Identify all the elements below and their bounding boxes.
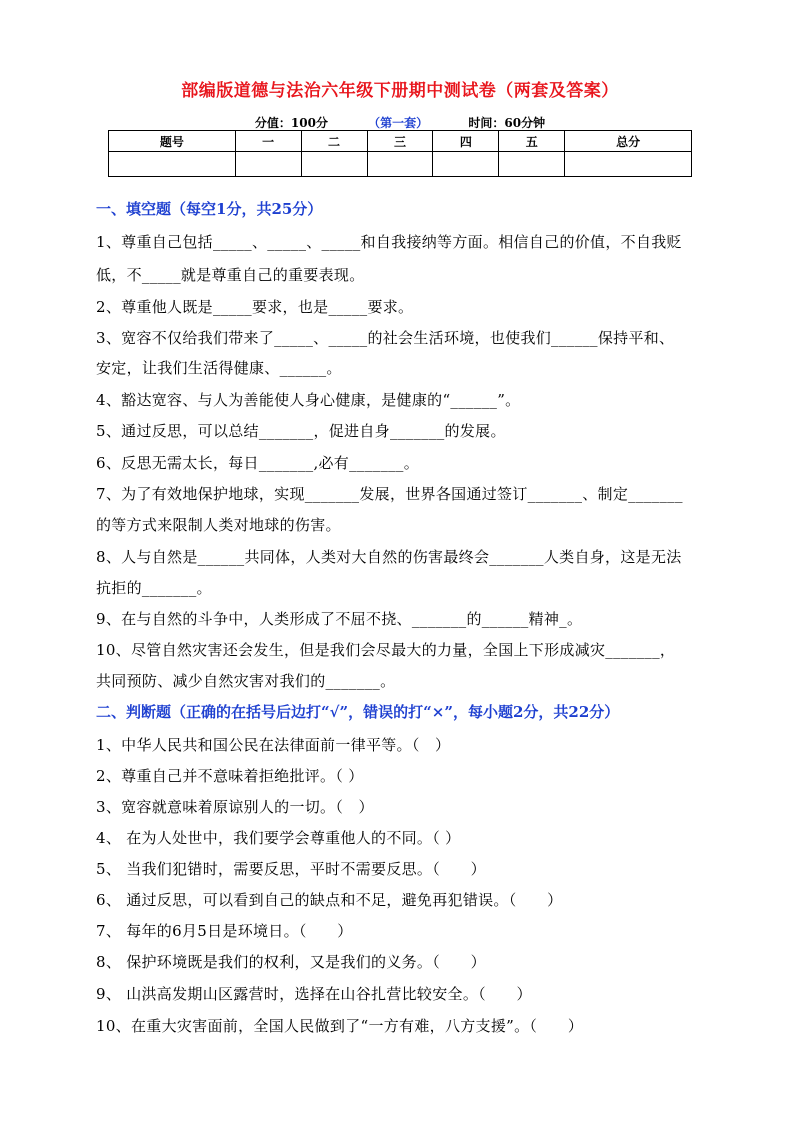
score-total: 分值：100分 <box>254 116 328 130</box>
question-line: 抗拒的_______。 <box>96 579 212 597</box>
question-line: 3、宽容就意味着原谅别人的一切。（ ） <box>96 798 374 816</box>
page-title: 部编版道德与法治六年级下册期中测试卷（两套及答案） <box>181 81 619 101</box>
question-line: 10、在重大灾害面前，全国人民做到了“一方有难，八方支援”。（ ） <box>96 1017 584 1035</box>
question-line: 共同预防、减少自然灾害对我们的_______。 <box>96 672 396 690</box>
score-cell[interactable] <box>301 152 367 177</box>
question-line: 4、 在为人处世中，我们要学会尊重他人的不同。（ ） <box>96 829 461 847</box>
question-line: 5、 当我们犯错时，需要反思，平时不需要反思。（ ） <box>96 860 486 878</box>
question-line: 1、尊重自己包括_____、_____、_____和自我接纳等方面。相信自己的价值，不自我贬 <box>96 233 682 251</box>
question-line: 2、尊重他人既是_____要求，也是_____要求。 <box>96 298 414 316</box>
question-line: 5、通过反思，可以总结_______，促进自身_______的发展。 <box>96 422 506 440</box>
set-label: （第一套） <box>368 116 429 130</box>
question-line: 7、为了有效地保护地球，实现_______发展，世界各国通过签订_______、制定_______ <box>96 485 683 503</box>
score-cell[interactable] <box>235 152 301 177</box>
exam-meta <box>0 114 800 131</box>
question-line: 6、反思无需太长，每日_______,必有_______。 <box>96 454 420 472</box>
question-line: 3、宽容不仅给我们带来了_____、_____的社会生活环境，也使我们______保持平和、 <box>96 329 675 347</box>
header-cell: 总分 <box>565 131 692 152</box>
header-cell: 五 <box>499 131 565 152</box>
score-cell[interactable] <box>367 152 433 177</box>
question-line: 的等方式来限制人类对地球的伤害。 <box>96 516 341 534</box>
header-cell: 二 <box>301 131 367 152</box>
score-table <box>108 130 692 177</box>
question-line: 8、人与自然是______共同体，人类对大自然的伤害最终会_______人类自身，这是无法 <box>96 548 682 566</box>
question-line: 6、 通过反思，可以看到自己的缺点和不足，避免再犯错误。（ ） <box>96 891 563 909</box>
header-cell: 一 <box>235 131 301 152</box>
header-cell: 四 <box>433 131 499 152</box>
question-line: 安定，让我们生活得健康、______。 <box>96 359 342 377</box>
header-cell: 三 <box>367 131 433 152</box>
question-line: 1、中华人民共和国公民在法律面前一律平等。（ ） <box>96 736 451 754</box>
question-line: 7、 每年的6月5日是环境日。（ ） <box>96 922 353 940</box>
section-heading-true-false: 二、判断题（正确的在括号后边打“√”，错误的打“×”，每小题2分，共22分） <box>96 703 620 721</box>
score-cell[interactable] <box>433 152 499 177</box>
score-table-row <box>109 152 692 177</box>
score-table-header <box>109 131 692 152</box>
header-cell: 题号 <box>109 131 236 152</box>
question-line: 4、豁达宽容、与人为善能使人身心健康，是健康的“______”。 <box>96 391 521 409</box>
time-limit: 时间：60分钟 <box>468 116 546 130</box>
question-line: 8、 保护环境既是我们的权利，又是我们的义务。（ ） <box>96 953 486 971</box>
question-line: 9、 山洪高发期山区露营时，选择在山谷扎营比较安全。（ ） <box>96 985 532 1003</box>
question-line: 10、尽管自然灾害还会发生，但是我们会尽最大的力量，全国上下形成减灾_______， <box>96 641 676 659</box>
score-cell[interactable] <box>565 152 692 177</box>
question-line: 低，不_____就是尊重自己的重要表现。 <box>96 266 365 284</box>
score-cell[interactable] <box>499 152 565 177</box>
question-line: 9、在与自然的斗争中，人类形成了不屈不挠、_______的______精神_。 <box>96 610 583 628</box>
section-heading-fill-blanks: 一、填空题（每空1分，共25分） <box>96 200 323 218</box>
question-line: 2、尊重自己并不意味着拒绝批评。（ ） <box>96 767 364 785</box>
score-cell[interactable] <box>109 152 236 177</box>
